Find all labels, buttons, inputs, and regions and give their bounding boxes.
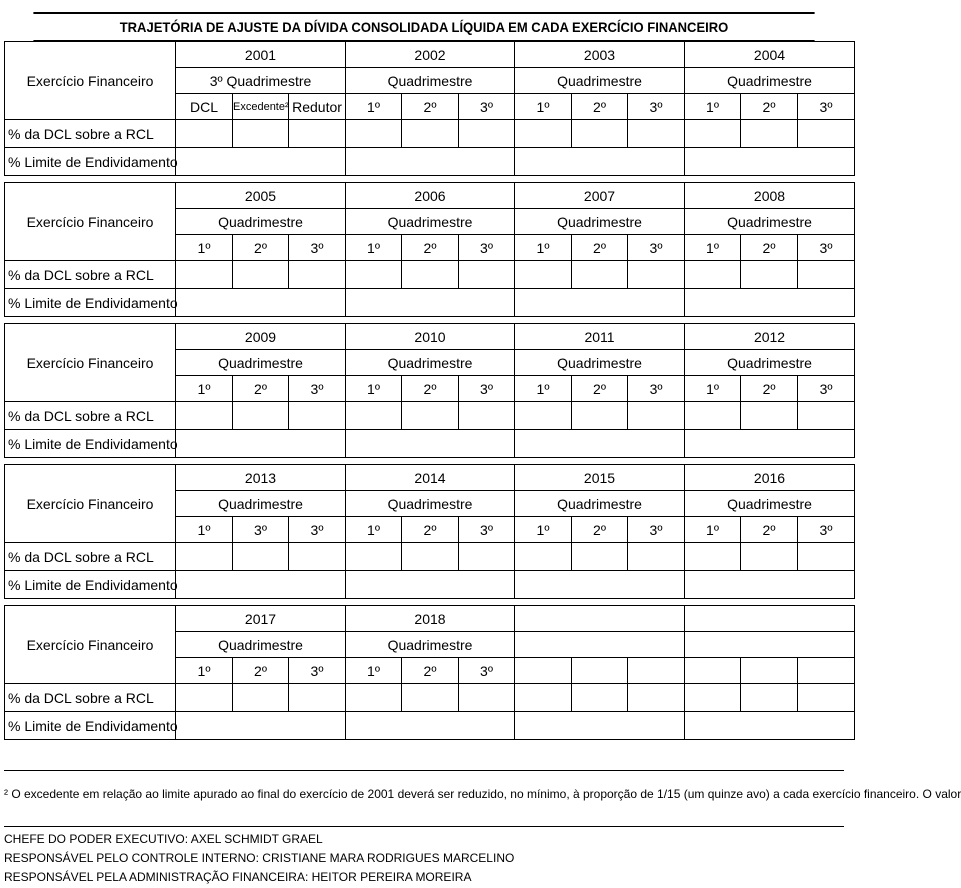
period-header: 1º bbox=[346, 376, 402, 402]
dcl-rcl-value-cell bbox=[233, 402, 289, 430]
dcl-rcl-value-cell bbox=[685, 402, 741, 430]
dcl-rcl-value-cell bbox=[233, 684, 289, 712]
period-header: 3º bbox=[459, 376, 515, 402]
limite-label: % Limite de Endividamento bbox=[5, 148, 176, 176]
limite-value-cell bbox=[685, 148, 855, 176]
dcl-rcl-value-cell bbox=[289, 120, 346, 148]
dcl-rcl-value-cell bbox=[402, 543, 459, 571]
quadrimestre-header: Quadrimestre bbox=[346, 632, 515, 658]
dcl-rcl-value-cell bbox=[741, 543, 798, 571]
period-header: 1º bbox=[515, 517, 572, 543]
year-header: 2004 bbox=[685, 42, 855, 68]
dcl-rcl-value-cell bbox=[346, 120, 402, 148]
dcl-rcl-value-cell bbox=[289, 261, 346, 289]
year-header: 2008 bbox=[685, 183, 855, 209]
period-header: 1º bbox=[515, 94, 572, 120]
period-header bbox=[572, 658, 628, 684]
period-header: 3º bbox=[459, 235, 515, 261]
dcl-rcl-value-cell bbox=[515, 120, 572, 148]
quadrimestre-header: Quadrimestre bbox=[685, 350, 855, 376]
period-header: 1º bbox=[346, 658, 402, 684]
dcl-rcl-value-cell bbox=[628, 543, 685, 571]
limite-value-cell bbox=[346, 148, 515, 176]
dcl-rcl-label: % da DCL sobre a RCL bbox=[5, 684, 176, 712]
dcl-rcl-label: % da DCL sobre a RCL bbox=[5, 261, 176, 289]
dcl-rcl-value-cell bbox=[402, 402, 459, 430]
blocks-container bbox=[4, 41, 844, 740]
year-header: 2018 bbox=[346, 606, 515, 632]
period-header: 2º bbox=[572, 235, 628, 261]
dcl-rcl-value-cell bbox=[176, 261, 233, 289]
year-block-table bbox=[4, 182, 855, 317]
dcl-rcl-label: % da DCL sobre a RCL bbox=[5, 543, 176, 571]
period-header: 2º bbox=[402, 235, 459, 261]
period-header: 3º bbox=[289, 658, 346, 684]
dcl-rcl-value-cell bbox=[346, 543, 402, 571]
dcl-rcl-value-cell bbox=[685, 543, 741, 571]
dcl-rcl-value-cell bbox=[459, 261, 515, 289]
year-header: 2007 bbox=[515, 183, 685, 209]
limite-value-cell bbox=[685, 430, 855, 458]
quadrimestre-header: Quadrimestre bbox=[685, 209, 855, 235]
exercicio-label: Exercício Financeiro bbox=[5, 324, 176, 402]
limite-value-cell bbox=[685, 571, 855, 599]
dcl-rcl-value-cell bbox=[346, 261, 402, 289]
dcl-rcl-value-cell bbox=[685, 261, 741, 289]
report-title: TRAJETÓRIA DE AJUSTE DA DÍVIDA CONSOLIDADA LÍQUIDA EM CADA EXERCÍCIO FINANCEIRO bbox=[33, 12, 814, 41]
limite-value-cell bbox=[176, 148, 346, 176]
dcl-rcl-value-cell bbox=[402, 261, 459, 289]
dcl-rcl-value-cell bbox=[459, 402, 515, 430]
dcl-rcl-value-cell bbox=[685, 120, 741, 148]
period-header: 1º bbox=[346, 94, 402, 120]
exercicio-label: Exercício Financeiro bbox=[5, 183, 176, 261]
limite-value-cell bbox=[346, 571, 515, 599]
quadrimestre-header bbox=[685, 632, 855, 658]
dcl-rcl-value-cell bbox=[741, 684, 798, 712]
period-header: 3º bbox=[798, 376, 855, 402]
period-header: 3º bbox=[289, 376, 346, 402]
limite-value-cell bbox=[346, 430, 515, 458]
period-header bbox=[798, 658, 855, 684]
limite-value-cell bbox=[685, 712, 855, 740]
year-header: 2013 bbox=[176, 465, 346, 491]
period-header: Redutor bbox=[289, 94, 346, 120]
period-header: 3º bbox=[628, 235, 685, 261]
exercicio-label: Exercício Financeiro bbox=[5, 465, 176, 543]
period-header: 3º bbox=[459, 94, 515, 120]
limite-value-cell bbox=[515, 571, 685, 599]
exercicio-label: Exercício Financeiro bbox=[5, 606, 176, 684]
limite-value-cell bbox=[176, 712, 346, 740]
period-header: 2º bbox=[741, 235, 798, 261]
year-header: 2003 bbox=[515, 42, 685, 68]
year-header: 2016 bbox=[685, 465, 855, 491]
dcl-rcl-value-cell bbox=[176, 120, 233, 148]
period-header: 1º bbox=[346, 235, 402, 261]
dcl-rcl-value-cell bbox=[572, 684, 628, 712]
period-header: 1º bbox=[515, 376, 572, 402]
period-header: 2º bbox=[233, 376, 289, 402]
period-header: 2º bbox=[572, 376, 628, 402]
dcl-rcl-value-cell bbox=[515, 402, 572, 430]
year-header: 2015 bbox=[515, 465, 685, 491]
dcl-rcl-value-cell bbox=[459, 543, 515, 571]
signer-internal-control: RESPONSÁVEL PELO CONTROLE INTERNO: CRISTIANE MARA RODRIGUES MARCELINO bbox=[4, 851, 515, 865]
limite-value-cell bbox=[176, 289, 346, 317]
period-header: 3º bbox=[628, 376, 685, 402]
year-header: 2002 bbox=[346, 42, 515, 68]
dcl-rcl-value-cell bbox=[741, 261, 798, 289]
dcl-rcl-value-cell bbox=[741, 120, 798, 148]
dcl-rcl-value-cell bbox=[289, 402, 346, 430]
period-header: 2º bbox=[741, 517, 798, 543]
quadrimestre-header: Quadrimestre bbox=[346, 350, 515, 376]
quadrimestre-header: Quadrimestre bbox=[515, 68, 685, 94]
limite-label: % Limite de Endividamento bbox=[5, 712, 176, 740]
year-header: 2017 bbox=[176, 606, 346, 632]
quadrimestre-header: Quadrimestre bbox=[176, 632, 346, 658]
footnote: ² O excedente em relação ao limite apurado ao final do exercício de 2001 deverá ser reduzido, no mínimo, à proporção de 1/15 (um quinze avo) a cada exercício financeiro. O valor bbox=[4, 787, 961, 801]
quadrimestre-header: Quadrimestre bbox=[515, 491, 685, 517]
year-block-table bbox=[4, 41, 855, 176]
quadrimestre-header: Quadrimestre bbox=[176, 209, 346, 235]
signer-financial-admin: RESPONSÁVEL PELA ADMINISTRAÇÃO FINANCEIRA: HEITOR PEREIRA MOREIRA bbox=[4, 870, 472, 884]
exercicio-label: Exercício Financeiro bbox=[5, 42, 176, 120]
year-header bbox=[515, 606, 685, 632]
quadrimestre-header: Quadrimestre bbox=[176, 350, 346, 376]
limite-value-cell bbox=[515, 712, 685, 740]
period-header bbox=[741, 658, 798, 684]
period-header: 2º bbox=[572, 517, 628, 543]
limite-value-cell bbox=[515, 289, 685, 317]
dcl-rcl-value-cell bbox=[572, 543, 628, 571]
dcl-rcl-value-cell bbox=[628, 120, 685, 148]
dcl-rcl-value-cell bbox=[515, 684, 572, 712]
dcl-rcl-value-cell bbox=[798, 543, 855, 571]
signers bbox=[4, 830, 514, 887]
dcl-rcl-value-cell bbox=[176, 684, 233, 712]
separator-top bbox=[4, 770, 844, 771]
period-header: 1º bbox=[176, 235, 233, 261]
period-header: 1º bbox=[176, 517, 233, 543]
period-header: 1º bbox=[176, 658, 233, 684]
period-header: 2º bbox=[402, 94, 459, 120]
year-header: 2005 bbox=[176, 183, 346, 209]
period-header: 3º bbox=[289, 235, 346, 261]
year-block-table bbox=[4, 464, 855, 599]
period-header bbox=[685, 658, 741, 684]
signer-executive: CHEFE DO PODER EXECUTIVO: AXEL SCHMIDT GRAEL bbox=[4, 832, 323, 846]
year-block-table bbox=[4, 323, 855, 458]
period-header bbox=[515, 658, 572, 684]
period-header: 2º bbox=[402, 376, 459, 402]
year-header: 2010 bbox=[346, 324, 515, 350]
dcl-rcl-value-cell bbox=[628, 402, 685, 430]
dcl-rcl-value-cell bbox=[685, 684, 741, 712]
period-header: DCL bbox=[176, 94, 233, 120]
period-header: 3º bbox=[628, 94, 685, 120]
year-header bbox=[685, 606, 855, 632]
dcl-rcl-value-cell bbox=[233, 543, 289, 571]
dcl-rcl-value-cell bbox=[572, 402, 628, 430]
dcl-rcl-value-cell bbox=[459, 120, 515, 148]
quadrimestre-header: Quadrimestre bbox=[346, 491, 515, 517]
dcl-rcl-label: % da DCL sobre a RCL bbox=[5, 402, 176, 430]
limite-value-cell bbox=[176, 430, 346, 458]
quadrimestre-header: Quadrimestre bbox=[346, 68, 515, 94]
dcl-rcl-value-cell bbox=[346, 684, 402, 712]
dcl-rcl-value-cell bbox=[459, 684, 515, 712]
dcl-rcl-value-cell bbox=[741, 402, 798, 430]
dcl-rcl-value-cell bbox=[289, 684, 346, 712]
dcl-rcl-value-cell bbox=[402, 684, 459, 712]
dcl-rcl-value-cell bbox=[628, 261, 685, 289]
period-header: 2º bbox=[402, 658, 459, 684]
dcl-rcl-value-cell bbox=[233, 261, 289, 289]
limite-label: % Limite de Endividamento bbox=[5, 571, 176, 599]
quadrimestre-header: Quadrimestre bbox=[515, 209, 685, 235]
year-header: 2011 bbox=[515, 324, 685, 350]
dcl-rcl-value-cell bbox=[289, 543, 346, 571]
limite-value-cell bbox=[346, 712, 515, 740]
period-header: 1º bbox=[685, 376, 741, 402]
period-header: 3º bbox=[459, 658, 515, 684]
period-header: 2º bbox=[233, 235, 289, 261]
dcl-rcl-value-cell bbox=[572, 120, 628, 148]
dcl-rcl-value-cell bbox=[572, 261, 628, 289]
period-header: 2º bbox=[741, 94, 798, 120]
dcl-rcl-value-cell bbox=[628, 684, 685, 712]
limite-label: % Limite de Endividamento bbox=[5, 289, 176, 317]
dcl-rcl-value-cell bbox=[798, 402, 855, 430]
quadrimestre-header: Quadrimestre bbox=[685, 491, 855, 517]
quadrimestre-header: Quadrimestre bbox=[515, 350, 685, 376]
period-header: 2º bbox=[402, 517, 459, 543]
quadrimestre-header: Quadrimestre bbox=[346, 209, 515, 235]
quadrimestre-header: Quadrimestre bbox=[685, 68, 855, 94]
period-header: 3º bbox=[233, 517, 289, 543]
limite-value-cell bbox=[176, 571, 346, 599]
period-header: 1º bbox=[685, 235, 741, 261]
period-header: 1º bbox=[685, 94, 741, 120]
dcl-rcl-value-cell bbox=[346, 402, 402, 430]
quadrimestre-header: 3º Quadrimestre bbox=[176, 68, 346, 94]
dcl-rcl-value-cell bbox=[798, 261, 855, 289]
period-header: 3º bbox=[798, 235, 855, 261]
period-header: 3º bbox=[798, 94, 855, 120]
year-header: 2001 bbox=[176, 42, 346, 68]
dcl-rcl-value-cell bbox=[798, 684, 855, 712]
limite-value-cell bbox=[515, 430, 685, 458]
period-header: 1º bbox=[176, 376, 233, 402]
year-header: 2014 bbox=[346, 465, 515, 491]
limite-value-cell bbox=[346, 289, 515, 317]
period-header: 3º bbox=[798, 517, 855, 543]
dcl-rcl-value-cell bbox=[515, 543, 572, 571]
period-header: 1º bbox=[685, 517, 741, 543]
dcl-rcl-value-cell bbox=[176, 402, 233, 430]
dcl-rcl-label: % da DCL sobre a RCL bbox=[5, 120, 176, 148]
dcl-rcl-value-cell bbox=[798, 120, 855, 148]
year-header: 2006 bbox=[346, 183, 515, 209]
separator-bottom bbox=[4, 826, 844, 827]
period-header: 3º bbox=[459, 517, 515, 543]
period-header: 3º bbox=[289, 517, 346, 543]
period-header: Excedente² bbox=[233, 94, 289, 120]
quadrimestre-header: Quadrimestre bbox=[176, 491, 346, 517]
period-header: 1º bbox=[346, 517, 402, 543]
period-header bbox=[628, 658, 685, 684]
year-block-table bbox=[4, 605, 855, 740]
dcl-rcl-value-cell bbox=[402, 120, 459, 148]
period-header: 2º bbox=[741, 376, 798, 402]
dcl-rcl-value-cell bbox=[176, 543, 233, 571]
debt-trajectory-report bbox=[4, 12, 844, 740]
dcl-rcl-value-cell bbox=[233, 120, 289, 148]
year-header: 2012 bbox=[685, 324, 855, 350]
limite-label: % Limite de Endividamento bbox=[5, 430, 176, 458]
period-header: 2º bbox=[572, 94, 628, 120]
period-header: 3º bbox=[628, 517, 685, 543]
period-header: 2º bbox=[233, 658, 289, 684]
year-header: 2009 bbox=[176, 324, 346, 350]
quadrimestre-header bbox=[515, 632, 685, 658]
limite-value-cell bbox=[685, 289, 855, 317]
dcl-rcl-value-cell bbox=[515, 261, 572, 289]
limite-value-cell bbox=[515, 148, 685, 176]
period-header: 1º bbox=[515, 235, 572, 261]
